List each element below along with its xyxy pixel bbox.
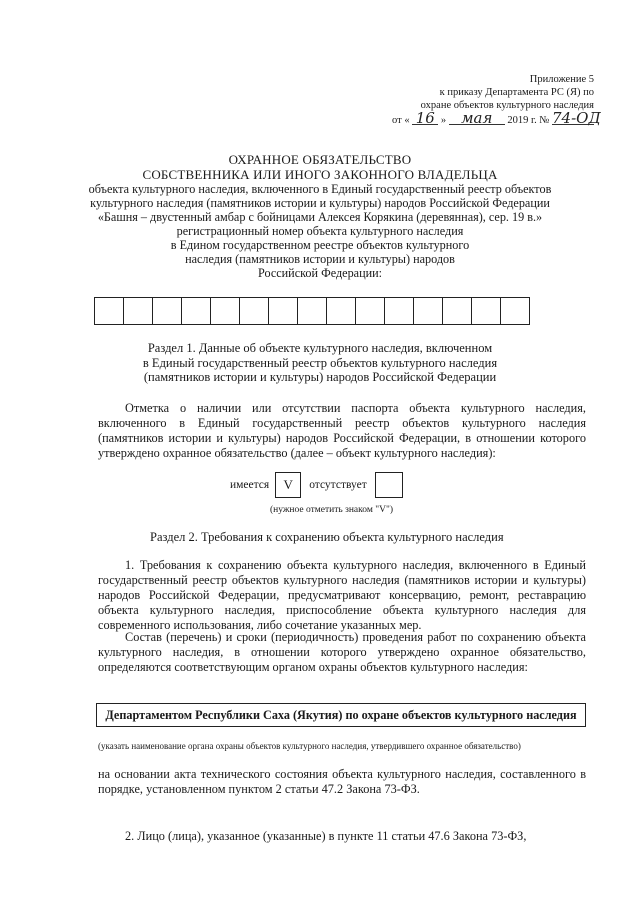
appendix-department: охране объектов культурного наследия [420,100,594,111]
subtitle-line-7: Российской Федерации: [257,266,383,280]
has-label: имеется [230,479,270,491]
date-day: 16 [412,112,438,125]
choice-note: (нужное отметить знаком "V") [270,505,393,515]
title-line-1: ОХРАННОЕ ОБЯЗАТЕЛЬСТВО [228,152,412,167]
department-field[interactable]: Департаментом Республики Саха (Якутия) по охране объектов культурного наследия [96,703,586,727]
reg-cell[interactable] [181,297,211,325]
object-description [60,182,580,280]
date-month: мая [449,112,505,125]
reg-cell[interactable] [297,297,327,325]
reg-cell[interactable] [384,297,414,325]
section-1-line-2: в Единый государственный реестр объектов культурного наследия [142,355,498,370]
reg-cell[interactable] [123,297,153,325]
department-note: (указать наименование органа охраны объектов культурного наследия, утвердившего охранное обязательство) [98,741,521,751]
date-prefix: от « [392,115,410,126]
appendix-header [354,73,601,127]
date-year: 2019 г. № [507,115,550,126]
reg-cell[interactable] [152,297,182,325]
passport-paragraph: Отметка о наличии или отсутствии паспорта объекта культурного наследия, включенного в Единый государственный реестр объектов культурного наследия (памятников истории и культуры) народов Российской Федерации, в отношении которого утверждено охранное обязательство (далее – объект культурного наследия): [98,401,586,460]
composition-paragraph: Состав (перечень) и сроки (периодичность) проведения работ по сохранению объекта культурного наследия, в отношении которого утверждено охранное обязательство, определяются соответствующим органом охраны объектов культурного наследия: [98,630,586,674]
title-line-2: СОБСТВЕННИКА ИЛИ ИНОГО ЗАКОННОГО ВЛАДЕЛЬЦА [142,167,498,182]
appendix-order: к приказу Департамента РС (Я) по [439,87,594,98]
reg-cell[interactable] [471,297,501,325]
absent-checkbox[interactable] [375,472,403,498]
subtitle-line-5: в Едином государственном реестре объектов культурного [170,238,470,252]
subtitle-line-2: культурного наследия (памятников истории и культуры) народов Российской Федерации [90,196,550,210]
date-mid: » [440,115,447,126]
reg-cell[interactable] [442,297,472,325]
section-2-heading: Раздел 2. Требования к сохранению объекта культурного наследия [150,530,504,544]
appendix-date-line [354,109,601,127]
item-2-paragraph: 2. Лицо (лица), указанное (указанные) в пункте 11 статьи 47.6 Закона 73-ФЗ, [125,829,527,843]
reg-cell[interactable] [500,297,530,325]
section-1-heading [90,341,550,385]
subtitle-line-1: объекта культурного наследия, включенного в Единый государственный реестр объектов [88,182,552,196]
reg-cell[interactable] [355,297,385,325]
section-1-line-1: Раздел 1. Данные об объекте культурного наследия, включенном [147,341,493,355]
subtitle-line-3: «Башня – двустенный амбар с бойницами Алексея Корякина (деревянная), сер. 19 в.» [97,210,543,224]
item-1-paragraph: 1. Требования к сохранению объекта культурного наследия, включенного в Единый государственный реестр объектов культурного наследия (памятников истории и культуры) народов Российской Федерации, предусматривают консервацию, ремонт, реставрацию объекта культурного наследия, приспособление объекта культурного наследия для современного использования, либо сочетание указанных мер. [98,558,586,632]
reg-cell[interactable] [239,297,269,325]
has-checkbox[interactable] [275,472,301,498]
subtitle-line-4: регистрационный номер объекта культурного наследия [176,224,464,238]
reg-cell[interactable] [326,297,356,325]
reg-cell[interactable] [268,297,298,325]
document-title [90,152,550,182]
order-number: 74-ОД [552,109,601,127]
passport-choice [230,472,403,498]
check-mark: V [283,477,293,492]
section-1-line-3: (памятников истории и культуры) народов Российской Федерации [143,370,497,384]
reg-cell[interactable] [413,297,443,325]
appendix-title: Приложение 5 [529,74,594,85]
registration-number-grid [95,297,530,325]
absent-label: отсутствует [309,479,367,491]
reg-cell[interactable] [210,297,240,325]
subtitle-line-6: наследия (памятников истории и культуры) народов [185,252,455,266]
reg-cell[interactable] [94,297,124,325]
basis-paragraph: на основании акта технического состояния объекта культурного наследия, составленного в порядке, установленном пунктом 2 статьи 47.2 Закона 73-ФЗ. [98,767,586,796]
